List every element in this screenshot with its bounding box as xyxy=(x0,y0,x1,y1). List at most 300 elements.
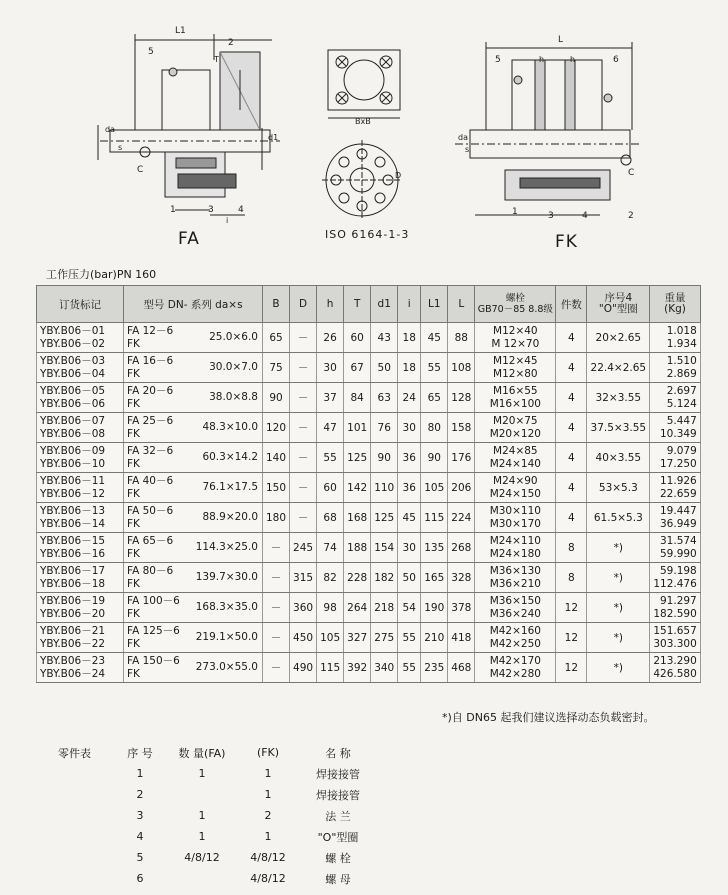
order-code xyxy=(37,323,124,353)
dim-h xyxy=(317,413,344,443)
oring-size xyxy=(587,533,650,563)
order-code xyxy=(37,413,124,443)
dim-l xyxy=(448,413,475,443)
qty-fk: 1 xyxy=(264,767,272,780)
bolt-spec-value: M16×100 xyxy=(489,397,541,410)
bolt-spec-value: M42×170 xyxy=(489,654,541,667)
dim-l1 xyxy=(421,443,448,473)
dim-l1-value: 55 xyxy=(427,361,441,374)
order-code xyxy=(37,593,124,623)
dim-l-value: 176 xyxy=(451,451,472,464)
oring-size-value: *) xyxy=(613,541,623,554)
dim-l1-value: 135 xyxy=(424,541,445,554)
bolt-spec xyxy=(475,623,556,653)
da-s-value: 88.9×20.0 xyxy=(202,511,258,523)
oring-size-value: 22.4×2.65 xyxy=(590,361,647,374)
weight-value: 19.447 xyxy=(660,504,697,517)
dim-b-value: 75 xyxy=(269,361,283,374)
parts-table xyxy=(58,742,378,889)
fa-label: FA xyxy=(178,229,200,249)
dim-l-value: 328 xyxy=(451,571,472,584)
col-b: B xyxy=(263,286,290,323)
dim-t xyxy=(344,593,371,623)
model-fa: FA 20－6 xyxy=(127,384,174,397)
dim-l xyxy=(448,533,475,563)
dim-i-value: 18 xyxy=(402,361,416,374)
part-number: 6 xyxy=(136,872,144,885)
parts-row xyxy=(58,784,378,805)
dim-i-value: 36 xyxy=(402,451,416,464)
da-s-value: 219.1×50.0 xyxy=(195,631,258,643)
dim-i xyxy=(398,383,421,413)
spec-table xyxy=(36,285,701,683)
parts-row xyxy=(58,805,378,826)
dim-i xyxy=(398,593,421,623)
part-name: "O"型圈 xyxy=(317,830,359,844)
svg-text:C: C xyxy=(628,168,635,178)
dim-h-value: 37 xyxy=(323,391,337,404)
order-code-value: YBY.B06－21 xyxy=(40,624,106,637)
qty-fa: 1 xyxy=(198,830,206,843)
dim-b-value: － xyxy=(270,632,282,644)
spec-row xyxy=(37,593,701,623)
dim-t xyxy=(344,653,371,683)
dim-b xyxy=(263,503,290,533)
spec-row xyxy=(37,503,701,533)
svg-text:5: 5 xyxy=(495,55,501,65)
bolt-spec-value: M12×80 xyxy=(493,367,538,380)
parts-row xyxy=(58,868,378,889)
dim-l-value: 206 xyxy=(451,481,472,494)
dim-l1-value: 165 xyxy=(424,571,445,584)
weight xyxy=(650,473,700,503)
bolt-qty xyxy=(556,443,587,473)
dim-l1-value: 190 xyxy=(424,601,445,614)
dim-t xyxy=(344,503,371,533)
bolt-qty xyxy=(556,473,587,503)
part-number: 5 xyxy=(136,851,144,864)
dim-d xyxy=(290,623,317,653)
dim-i xyxy=(398,623,421,653)
svg-text:da: da xyxy=(105,125,115,134)
dim-d1-value: 110 xyxy=(374,481,395,494)
dim-t-value: 60 xyxy=(350,331,364,344)
bolt-qty xyxy=(556,383,587,413)
order-code-value: YBY.B06－04 xyxy=(40,367,106,380)
col-qty: 件数 xyxy=(556,286,587,323)
dim-l1 xyxy=(421,413,448,443)
fk-drawing xyxy=(455,42,640,215)
parts-header-row xyxy=(58,742,378,763)
parts-col-no: 序 号 xyxy=(127,746,153,760)
order-code-value: YBY.B06－11 xyxy=(40,474,106,487)
dim-l1 xyxy=(421,473,448,503)
dim-h xyxy=(317,623,344,653)
dim-d1 xyxy=(371,473,398,503)
bolt-spec-value: M30×110 xyxy=(489,504,541,517)
part-number: 1 xyxy=(136,767,144,780)
dim-t xyxy=(344,563,371,593)
model-fa: FA 16－6 xyxy=(127,354,174,367)
dim-l xyxy=(448,323,475,353)
dim-i xyxy=(398,413,421,443)
weight xyxy=(650,353,700,383)
iso-label: ISO 6164-1-3 xyxy=(325,228,410,241)
order-code-value: YBY.B06－16 xyxy=(40,547,106,560)
model-fa: FA 25－6 xyxy=(127,414,174,427)
model-fk: FK xyxy=(127,517,140,530)
svg-text:1: 1 xyxy=(512,207,518,217)
parts-col-fa: 数 量(FA) xyxy=(178,746,226,760)
dim-b-value: 90 xyxy=(269,391,283,404)
dim-d-value: － xyxy=(297,362,309,374)
oring-size-value: *) xyxy=(613,661,623,674)
dim-d1 xyxy=(371,623,398,653)
svg-text:s: s xyxy=(465,145,470,154)
weight xyxy=(650,653,700,683)
svg-text:d1: d1 xyxy=(268,133,279,142)
da-s-value: 30.0×7.0 xyxy=(209,361,258,373)
parts-body xyxy=(58,763,378,889)
bolt-spec xyxy=(475,413,556,443)
qty-fa: 1 xyxy=(198,767,206,780)
dim-d-value: 360 xyxy=(293,601,314,614)
dim-l-value: 378 xyxy=(451,601,472,614)
dim-d-value: － xyxy=(297,452,309,464)
dim-t-value: 67 xyxy=(350,361,364,374)
dim-d xyxy=(290,533,317,563)
order-code-value: YBY.B06－05 xyxy=(40,384,106,397)
bolt-qty-value: 4 xyxy=(567,451,575,464)
dim-b xyxy=(263,383,290,413)
spec-row xyxy=(37,443,701,473)
parts-col-fk: (FK) xyxy=(256,746,280,759)
model-fk: FK xyxy=(127,607,140,620)
dim-i-value: 55 xyxy=(402,631,416,644)
bolt-qty xyxy=(556,623,587,653)
bolt-spec-value: M 12×70 xyxy=(491,337,540,350)
dim-d1-value: 125 xyxy=(374,511,395,524)
order-code xyxy=(37,623,124,653)
model-cell xyxy=(124,503,263,533)
dim-d xyxy=(290,323,317,353)
bolt-spec-value: M16×55 xyxy=(493,384,538,397)
spec-row xyxy=(37,623,701,653)
order-code xyxy=(37,353,124,383)
bolt-qty-value: 12 xyxy=(564,631,579,644)
dim-d1-value: 90 xyxy=(377,451,391,464)
model-cell xyxy=(124,353,263,383)
dim-l1 xyxy=(421,503,448,533)
svg-text:C: C xyxy=(137,165,144,175)
bolt-spec xyxy=(475,653,556,683)
dim-l1 xyxy=(421,323,448,353)
dim-h-value: 98 xyxy=(323,601,337,614)
bolt-qty-value: 4 xyxy=(567,361,575,374)
da-s-value: 25.0×6.0 xyxy=(209,331,258,343)
order-code-value: YBY.B06－19 xyxy=(40,594,106,607)
spec-row xyxy=(37,473,701,503)
oring-size xyxy=(587,473,650,503)
dim-l-value: 158 xyxy=(451,421,472,434)
bolt-spec-value: M24×180 xyxy=(489,547,541,560)
dim-d1 xyxy=(371,653,398,683)
oring-size xyxy=(587,563,650,593)
svg-text:s: s xyxy=(118,143,123,152)
weight-value: 2.869 xyxy=(666,367,697,380)
weight xyxy=(650,593,700,623)
order-code xyxy=(37,383,124,413)
dim-l1-value: 65 xyxy=(427,391,441,404)
col-i: i xyxy=(398,286,421,323)
technical-drawings xyxy=(0,0,728,255)
model-cell xyxy=(124,413,263,443)
dim-l1 xyxy=(421,383,448,413)
dim-i xyxy=(398,443,421,473)
dim-i-value: 55 xyxy=(402,661,416,674)
dim-d xyxy=(290,653,317,683)
bolt-spec-value: M42×280 xyxy=(489,667,541,680)
model-fk: FK xyxy=(127,577,140,590)
dim-h-value: 115 xyxy=(320,661,341,674)
oring-size xyxy=(587,443,650,473)
da-s-value: 114.3×25.0 xyxy=(195,541,258,553)
weight xyxy=(650,623,700,653)
da-s-value: 273.0×55.0 xyxy=(195,661,258,673)
dim-b-value: － xyxy=(270,542,282,554)
dim-i-value: 45 xyxy=(402,511,416,524)
part-number: 3 xyxy=(136,809,144,822)
dim-b xyxy=(263,353,290,383)
col-t: T xyxy=(344,286,371,323)
spec-row xyxy=(37,413,701,443)
parts-spacer xyxy=(58,805,114,826)
dim-l xyxy=(448,473,475,503)
dim-t xyxy=(344,623,371,653)
svg-text:4: 4 xyxy=(238,205,244,215)
dim-d-value: － xyxy=(297,422,309,434)
oring-size xyxy=(587,383,650,413)
parts-row xyxy=(58,763,378,784)
bolt-spec xyxy=(475,533,556,563)
qty-fa: 1 xyxy=(198,809,206,822)
dim-d-value: 450 xyxy=(293,631,314,644)
dim-t-value: 125 xyxy=(347,451,368,464)
model-fk: FK xyxy=(127,637,140,650)
bolt-qty-value: 8 xyxy=(567,541,575,554)
bolt-spec-value: M12×45 xyxy=(493,354,538,367)
dim-d1-value: 50 xyxy=(377,361,391,374)
dim-t xyxy=(344,533,371,563)
da-s-value: 139.7×30.0 xyxy=(195,571,258,583)
bolt-spec xyxy=(475,563,556,593)
dim-l-value: 268 xyxy=(451,541,472,554)
order-code-value: YBY.B06－18 xyxy=(40,577,106,590)
qty-fk: 1 xyxy=(264,830,272,843)
weight-value: 5.124 xyxy=(666,397,697,410)
model-cell xyxy=(124,563,263,593)
dim-t xyxy=(344,353,371,383)
weight-value: 1.510 xyxy=(666,354,697,367)
dim-d-value: － xyxy=(297,392,309,404)
bolt-qty-value: 4 xyxy=(567,421,575,434)
dim-h xyxy=(317,533,344,563)
footnote: *)自 DN65 起我们建议选择动态负载密封。 xyxy=(442,711,655,724)
dim-i-value: 36 xyxy=(402,481,416,494)
dim-b-value: 180 xyxy=(266,511,287,524)
bolt-qty xyxy=(556,413,587,443)
order-code-value: YBY.B06－24 xyxy=(40,667,106,680)
svg-text:da: da xyxy=(458,133,468,142)
col-l: L xyxy=(448,286,475,323)
dim-b xyxy=(263,653,290,683)
svg-text:T: T xyxy=(214,55,219,64)
part-name: 螺 母 xyxy=(325,872,351,886)
oring-size xyxy=(587,623,650,653)
bolt-spec xyxy=(475,473,556,503)
bolt-spec xyxy=(475,593,556,623)
dim-l xyxy=(448,623,475,653)
oring-size-value: 61.5×5.3 xyxy=(593,511,643,524)
dim-b-value: 120 xyxy=(266,421,287,434)
da-s-value: 168.3×35.0 xyxy=(195,601,258,613)
model-fk: FK xyxy=(127,547,140,560)
weight-value: 426.580 xyxy=(653,667,697,680)
oring-size-value: 20×2.65 xyxy=(595,331,642,344)
order-code-value: YBY.B06－12 xyxy=(40,487,106,500)
svg-text:D: D xyxy=(395,171,402,180)
dim-l1 xyxy=(421,353,448,383)
dim-d-value: 315 xyxy=(293,571,314,584)
bolt-spec xyxy=(475,443,556,473)
spec-row xyxy=(37,563,701,593)
dim-d1 xyxy=(371,503,398,533)
dim-t xyxy=(344,443,371,473)
dim-d1 xyxy=(371,353,398,383)
dim-i xyxy=(398,653,421,683)
qty-fk: 4/8/12 xyxy=(250,851,286,864)
model-fk: FK xyxy=(127,397,140,410)
dim-t-value: 142 xyxy=(347,481,368,494)
weight-value: 182.590 xyxy=(653,607,697,620)
dim-d1-value: 76 xyxy=(377,421,391,434)
bolt-spec-value: M24×90 xyxy=(493,474,538,487)
part-number: 2 xyxy=(136,788,144,801)
svg-text:h: h xyxy=(570,55,576,64)
oring-size-value: *) xyxy=(613,631,623,644)
dim-l-value: 418 xyxy=(451,631,472,644)
dim-h xyxy=(317,503,344,533)
da-s-value: 48.3×10.0 xyxy=(202,421,258,433)
model-fa: FA 65－6 xyxy=(127,534,174,547)
dim-i xyxy=(398,563,421,593)
bolt-qty-value: 4 xyxy=(567,481,575,494)
model-fk: FK xyxy=(127,427,140,440)
fa-dim-l1: L1 xyxy=(175,26,186,36)
dim-b-value: － xyxy=(270,572,282,584)
col-oring: 序号4 "O"型圈 xyxy=(587,286,650,323)
dim-l xyxy=(448,563,475,593)
order-code-value: YBY.B06－07 xyxy=(40,414,106,427)
dim-h-value: 74 xyxy=(323,541,337,554)
dim-i-value: 30 xyxy=(402,541,416,554)
dim-l xyxy=(448,443,475,473)
bolt-qty xyxy=(556,503,587,533)
part-name: 焊接接管 xyxy=(316,788,360,802)
dim-d-value: － xyxy=(297,482,309,494)
svg-text:5: 5 xyxy=(148,47,154,57)
dim-d xyxy=(290,593,317,623)
model-fa: FA 150－6 xyxy=(127,654,180,667)
bolt-spec-value: M20×75 xyxy=(493,414,538,427)
dim-b xyxy=(263,623,290,653)
dim-b xyxy=(263,473,290,503)
weight xyxy=(650,413,700,443)
bolt-qty xyxy=(556,653,587,683)
weight-value: 59.198 xyxy=(660,564,697,577)
spec-row xyxy=(37,323,701,353)
dim-h-value: 26 xyxy=(323,331,337,344)
bolt-spec-value: M30×170 xyxy=(489,517,541,530)
dim-b xyxy=(263,323,290,353)
col-weight: 重量 (Kg) xyxy=(650,286,700,323)
dim-l1-value: 210 xyxy=(424,631,445,644)
bolt-spec-value: M20×120 xyxy=(489,427,541,440)
fk-label: FK xyxy=(555,232,578,252)
dim-d xyxy=(290,353,317,383)
dim-t xyxy=(344,383,371,413)
dim-l-value: 128 xyxy=(451,391,472,404)
svg-text:2: 2 xyxy=(628,211,634,221)
dim-h xyxy=(317,353,344,383)
dim-b-value: 140 xyxy=(266,451,287,464)
dim-l-value: 468 xyxy=(451,661,472,674)
dim-d1-value: 218 xyxy=(374,601,395,614)
bolt-spec-value: M36×210 xyxy=(489,577,541,590)
dim-i xyxy=(398,323,421,353)
dim-l xyxy=(448,383,475,413)
bolt-qty-value: 4 xyxy=(567,391,575,404)
dim-b-value: 65 xyxy=(269,331,283,344)
dim-d xyxy=(290,473,317,503)
dim-l1 xyxy=(421,593,448,623)
weight-value: 9.079 xyxy=(666,444,697,457)
model-fk: FK xyxy=(127,667,140,680)
dim-i xyxy=(398,533,421,563)
model-fa: FA 80－6 xyxy=(127,564,174,577)
part-number: 4 xyxy=(136,830,144,843)
oring-size-value: 37.5×3.55 xyxy=(590,421,647,434)
weight-value: 36.949 xyxy=(660,517,697,530)
dim-d-value: 245 xyxy=(293,541,314,554)
dim-t xyxy=(344,323,371,353)
oring-size-value: *) xyxy=(613,571,623,584)
weight-value: 1.018 xyxy=(666,324,697,337)
weight-value: 2.697 xyxy=(666,384,697,397)
bolt-spec-value: M36×150 xyxy=(489,594,541,607)
dim-l1 xyxy=(421,563,448,593)
model-fa: FA 40－6 xyxy=(127,474,174,487)
dim-i-value: 24 xyxy=(402,391,416,404)
col-d1: d1 xyxy=(371,286,398,323)
dim-d1 xyxy=(371,383,398,413)
model-fk: FK xyxy=(127,457,140,470)
weight xyxy=(650,563,700,593)
dim-d1-value: 43 xyxy=(377,331,391,344)
dim-b-value: － xyxy=(270,602,282,614)
part-name: 焊接接管 xyxy=(316,767,360,781)
parts-spacer xyxy=(58,826,114,847)
